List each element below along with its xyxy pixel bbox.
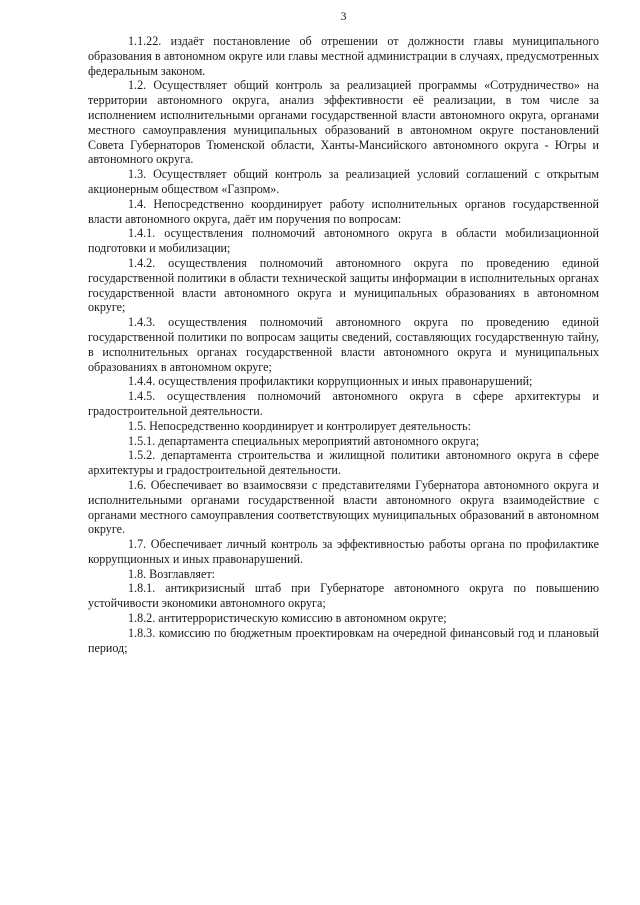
paragraph-1-1-22: 1.1.22. издаёт постановление об отрешении от должности главы муниципального образования в автономном округе или главы местной администрации в случаях, предусмотренных федеральным законом. <box>88 34 599 78</box>
paragraph-1-5-2: 1.5.2. департамента строительства и жилищной политики автономного округа в сфере архитектуры и градостроительной деятельности. <box>88 448 599 478</box>
paragraph-1-8-1: 1.8.1. антикризисный штаб при Губернаторе автономного округа по повышению устойчивости экономики автономного округа; <box>88 581 599 611</box>
paragraph-1-4-5: 1.4.5. осуществления полномочий автономного округа в сфере архитектуры и градостроительной деятельности. <box>88 389 599 418</box>
paragraph-1-5: 1.5. Непосредственно координирует и контролирует деятельность: <box>128 418 472 433</box>
paragraph-1-8: 1.8. Возглавляет: <box>128 566 215 581</box>
paragraph-1-7: 1.7. Обеспечивает личный контроль за эффективностью работы органа по профилактике коррупционных и иных правонарушений. <box>88 537 599 566</box>
paragraph-1-4-3: 1.4.3. осуществления полномочий автономного округа по проведению единой государственной политики по вопросам защиты сведений, составляющих государственную тайну, в исполнительных органах государственной власти автономного округа и муниципальных образованиях в автономном округе; <box>88 315 599 374</box>
paragraph-1-6: 1.6. Обеспечивает во взаимосвязи с представителями Губернатора автономного округа и исполнительными органами государственной власти автономного округа взаимодействие с органами местного самоуправления соответствующих муниципальных образований в автономном округе. <box>88 477 599 537</box>
paragraph-1-5-1: 1.5.1. департамента специальных мероприятий автономного округа; <box>128 433 480 448</box>
paragraph-1-2: 1.2. Осуществляет общий контроль за реализацией программы «Сотрудничество» на территории автономного округа, анализ эффективности её реализации, в том числе за исполнением исполнительными органами государственной власти автономного округа, органами местного самоуправления муниципальных образований в автономном округе постановлений Совета Губернаторов Тюменской области, Ханты-Мансийского автономного округа - Югры и автономного округа. <box>88 78 599 167</box>
paragraph-1-4: 1.4. Непосредственно координирует работу исполнительных органов государственной власти автономного округа, даёт им поручения по вопросам: <box>88 196 599 226</box>
paragraph-1-4-1: 1.4.1. осуществления полномочий автономного округа в области мобилизационной подготовки и мобилизации; <box>88 226 599 256</box>
paragraph-1-3: 1.3. Осуществляет общий контроль за реализацией условий соглашений с открытым акционерным обществом «Газпром». <box>88 167 599 196</box>
paragraph-1-8-2: 1.8.2. антитеррористическую комиссию в автономном округе; <box>128 611 447 626</box>
paragraph-1-8-3: 1.8.3. комиссию по бюджетным проектировкам на очередной финансовый год и плановый период; <box>88 625 599 655</box>
paragraph-1-4-4: 1.4.4. осуществления профилактики коррупционных и иных правонарушений; <box>128 374 533 389</box>
page-number: 3 <box>340 9 347 23</box>
paragraph-1-4-2: 1.4.2. осуществления полномочий автономного округа по проведению единой государственной политики в области технической защиты информации в исполнительных органах государственной власти автономного округа и муниципальных образованиях в автономном округе; <box>88 255 599 315</box>
